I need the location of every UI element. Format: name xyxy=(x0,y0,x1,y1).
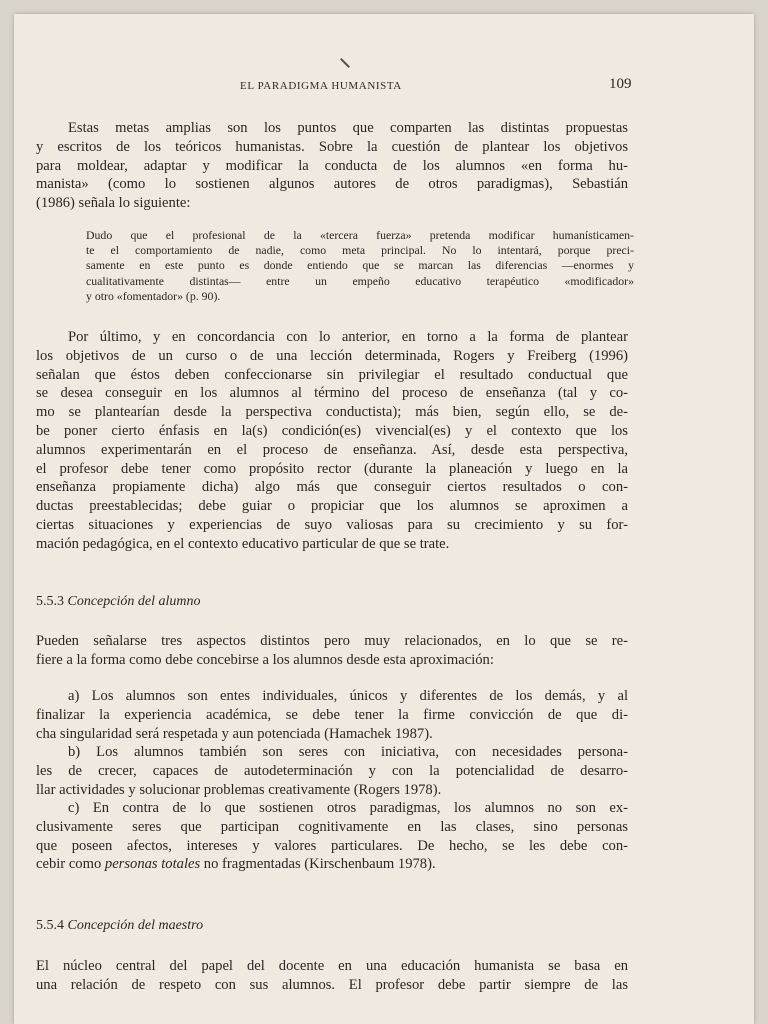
text-line: mo se plantearían desde la perspectiva conductista); más bien, según ello, se de- xyxy=(36,404,628,421)
text-line: y escritos de los teóricos humanistas. Sobre la cuestión de plantear los objetivos xyxy=(36,138,628,155)
quote-line: y otro «fomentador» (p. 90). xyxy=(86,288,221,303)
text-line: manista» (como lo sostienen algunos autores de otros paradigmas), Sebastián xyxy=(36,176,628,193)
list-item-c xyxy=(36,799,628,874)
text-run: cebir como xyxy=(36,856,105,873)
paragraph-intro xyxy=(36,119,628,213)
text-line: El núcleo central del papel del docente en una educación humanista se basa en xyxy=(36,958,628,974)
text-line: Por último, y en concordancia con lo anterior, en torno a la forma de plantear xyxy=(68,329,628,345)
text-line: c) En contra de lo que sostienen otros paradigmas, los alumnos no son ex- xyxy=(68,800,628,816)
text-run: no fragmentadas (Kirschenbaum 1978). xyxy=(200,856,436,873)
text-line: enseñanza propiamente dicha) algo más que conseguir ciertos resultados o con- xyxy=(36,479,628,496)
paragraph-teacher xyxy=(36,957,628,995)
text-line: Estas metas amplias son los puntos que comparten las distintas propuestas xyxy=(68,120,628,136)
quote-line: te el comportamiento de nadie, como meta principal. No lo intentará, porque preci- xyxy=(86,243,634,258)
section-heading-maestro xyxy=(36,918,203,934)
text-line: b) Los alumnos también son seres con iniciativa, con necesidades persona- xyxy=(68,744,628,760)
text-line: el profesor debe tener como propósito rector (durante la planeación y luego en la xyxy=(36,460,628,477)
text-line: una relación de respeto con sus alumnos. El profesor debe partir siempre de las xyxy=(36,976,628,993)
quote-line: cualitativamente distintas— entre un empeño educativo terapéutico «modificador» xyxy=(86,273,634,288)
text-line: se desea conseguir en los alumnos al término del proceso de enseñanza (tal y co- xyxy=(36,385,628,402)
text-line: que poseen afectos, intereses y valores particulares. De hecho, se les debe con- xyxy=(36,837,628,854)
text-line: (1986) señala lo siguiente: xyxy=(36,195,191,212)
quote-line: samente en este punto es donde entiendo que se marcan las diferencias —enormes y xyxy=(86,258,634,273)
text-line: clusivamente seres que participan cognitivamente en las clases, sino personas xyxy=(36,818,628,835)
text-line: mación pedagógica, en el contexto educativo particular de que se trate. xyxy=(36,535,450,552)
text-line: alumnos experimentarán en el proceso de enseñanza. Así, desde esta perspectiva, xyxy=(36,441,628,458)
text-line: cha singularidad será respetada y aun potenciada (Hamachek 1987). xyxy=(36,725,433,742)
text-line: a) Los alumnos son entes individuales, únicos y diferentes de los demás, y al xyxy=(68,688,628,704)
text-line: ductas preestablecidas; debe guiar o propiciar que los alumnos se aproximen a xyxy=(36,498,628,515)
text-line: los objetivos de un curso o de una lección determinada, Rogers y Freiberg (1996) xyxy=(36,347,628,364)
page-number: 109 xyxy=(609,76,632,92)
text-line: fiere a la forma como debe concebirse a los alumnos desde esta aproximación: xyxy=(36,651,494,668)
text-line: finalizar la experiencia académica, se debe tener la firme convicción de que di- xyxy=(36,706,628,723)
quote-line: Dudo que el profesional de la «tercera fuerza» pretenda modificar humanísticamen- xyxy=(86,228,634,242)
paragraph-objectives xyxy=(36,328,628,554)
pen-mark xyxy=(340,58,350,68)
paragraph-aspects xyxy=(36,632,628,670)
section-heading-alumno xyxy=(36,594,200,610)
text-line: ciertas situaciones y experiencias de suyo valiosas para su crecimiento y su for- xyxy=(36,516,628,533)
text-line xyxy=(36,855,628,874)
list-item-b xyxy=(36,743,628,799)
book-page xyxy=(14,14,754,1024)
text-line: señalan que éstos deben confeccionarse sin privilegiar el resultado conductual que xyxy=(36,366,628,383)
section-number: 5.5.4 xyxy=(36,918,64,933)
text-line: llar actividades y solucionar problemas creativamente (Rogers 1978). xyxy=(36,781,442,798)
section-title: Concepción del alumno xyxy=(67,594,201,609)
running-head: EL PARADIGMA HUMANISTA xyxy=(240,80,402,92)
section-number: 5.5.3 xyxy=(36,594,64,609)
emphasis-text: personas totales xyxy=(104,856,201,873)
section-title: Concepción del maestro xyxy=(67,918,204,933)
text-line: Pueden señalarse tres aspectos distintos pero muy relacionados, en lo que se re- xyxy=(36,633,628,649)
block-quote xyxy=(86,228,634,304)
list-item-a xyxy=(36,687,628,743)
text-line: les de crecer, capaces de autodeterminación y con la potencialidad de desarro- xyxy=(36,762,628,779)
text-line: be poner cierto énfasis en la(s) condición(es) vivencial(es) y el contexto que los xyxy=(36,422,628,439)
text-line: para moldear, adaptar y modificar la conducta de los alumnos «en forma hu- xyxy=(36,157,628,174)
